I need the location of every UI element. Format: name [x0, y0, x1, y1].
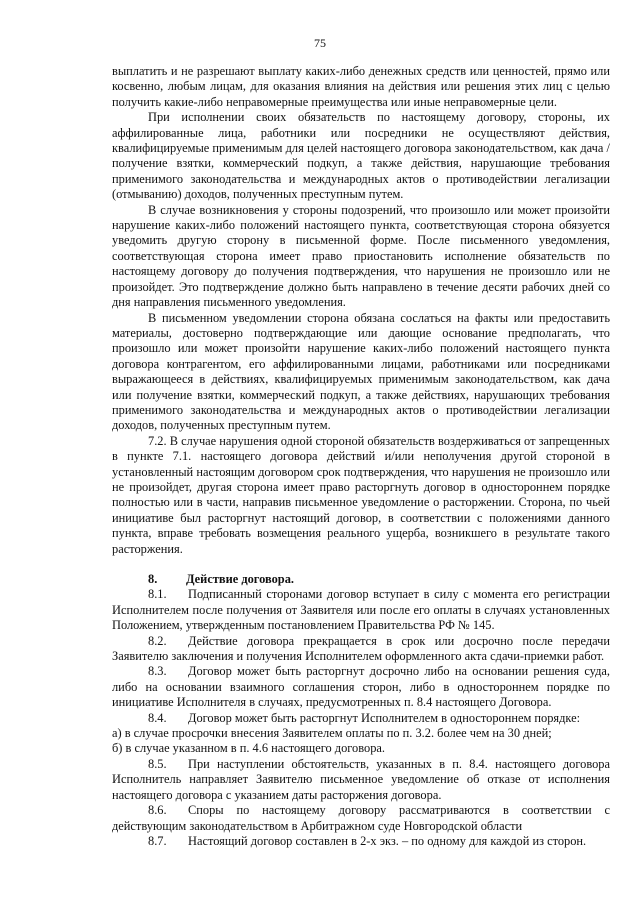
clause-8-5 — [112, 757, 610, 803]
clause-8-4-a: а) в случае просрочки внесения Заявителем оплаты по п. 3.2. более чем на 30 дней; — [112, 726, 552, 741]
paragraph-suspicion: В случае возникновения у стороны подозрений, что произошло или может произойти нарушение каких-либо положений настоящего пункта, соответствующая сторона обязуется уведомить другую сторону в письменной форме. После письменного уведомления, соответствующая сторона имеет право приостановить исполнение обязательств по настоящему договору до получения подтверждения, что нарушения не произошло или не произойдет. Это подтверждение должно быть направлено в течение десяти рабочих дней со дня направления письменного уведомления. — [112, 202, 610, 310]
clause-text: Настоящий договор составлен в 2-х экз. – по одному для каждой из сторон. — [188, 833, 587, 848]
clause-number: 8.1. — [148, 587, 167, 602]
page-number: 75 — [314, 36, 326, 50]
paragraph-continuation: выплатить и не разрешают выплату каких-либо денежных средств или ценностей, прямо или косвенно, любым лицам, для оказания влияния на действия или решения этих лиц с целью получить какие-либо неправомерные преимущества или иные неправомерные цели. — [112, 64, 610, 109]
clause-text: Подписанный сторонами договор вступает в силу с момента его регистрации Исполнителем после получения от Заявителя или после его оплаты в случаях установленных Положением, утвержденным постановлением Правительства РФ № 145. — [112, 587, 610, 633]
clause-text: При наступлении обстоятельств, указанных в п. 8.4. настоящего договора Исполнитель направляет Заявителю письменное уведомление об отказе от исполнения настоящего договора с указанием даты расторжения договора. — [112, 756, 610, 802]
clause-number: 8.5. — [148, 756, 167, 771]
clause-8-4 — [112, 711, 610, 726]
clause-8-1 — [112, 587, 610, 633]
clause-number: 8.7. — [148, 833, 167, 848]
section-8-title: Действие договора. — [186, 572, 294, 586]
clause-text: Договор может быть расторгнут досрочно либо на основании решения суда, либо на основании взаимного соглашения сторон, либо в одностороннем порядке по инициативе Исполнителя в случаях, предусмотренных п. 8.4 настоящего Договора. — [112, 664, 610, 710]
paragraph-obligations: При исполнении своих обязательств по настоящему договору, стороны, их аффилированные лица, работники или посредники не осуществляют действия, квалифицируемые применимым для целей настоящего договора законодательством, как дача / получение взятки, коммерческий подкуп, а также действия, нарушающие требования применимого законодательства и международных актов о противодействии легализации (отмыванию) доходов, полученных преступным путем. — [112, 110, 610, 202]
clause-8-4-b: б) в случае указанном в п. 4.6 настоящего договора. — [112, 741, 385, 756]
clause-8-3 — [112, 664, 610, 710]
clause-number: 8.2. — [148, 633, 167, 648]
section-8-number: 8. — [148, 572, 158, 586]
clause-text: Действие договора прекращается в срок или досрочно после передачи Заявителю заключения и получения Исполнителем оформленного акта сдачи-приемки работ. — [112, 633, 610, 664]
clause-8-6 — [112, 803, 610, 834]
clause-number: 8.6. — [148, 803, 167, 818]
clause-text: Договор может быть расторгнут Исполнителем в одностороннем порядке: — [188, 710, 581, 725]
clause-8-7 — [112, 834, 610, 849]
clause-number: 8.3. — [148, 664, 167, 679]
section-8-heading — [112, 572, 610, 587]
clause-8-2 — [112, 634, 610, 665]
paragraph-notice: В письменном уведомлении сторона обязана сослаться на факты или предоставить материалы, достоверно подтверждающие или дающие основание предполагать, что произошло или может произойти нарушение каких-либо положений настоящего пункта договора контрагентом, его аффилированными лицами, работниками или посредниками выражающееся в действиях, квалифицируемых применимым законодательством, как дача или получение взятки, коммерческий подкуп, а также действиях, нарушающих требования применимого законодательства и международных актов о противодействии легализации доходов, полученных преступным путем. — [112, 310, 610, 433]
clause-text: Споры по настоящему договору рассматриваются в соответствии с действующим законодательством в Арбитражном суде Новгородской области — [112, 803, 610, 833]
paragraph-7-2: 7.2. В случае нарушения одной стороной обязательств воздерживаться от запрещенных в пункте 7.1. настоящего договора действий и/или неполучения другой стороной в установленный настоящим договором срок подтверждения, что нарушения не произошло или не произойдет, другая сторона имеет право расторгнуть договор в одностороннем порядке полностью или в части, направив письменное уведомление о расторжении. Сторона, по чьей инициативе был расторгнут настоящий договор, в соответствии с положениями данного пункта, вправе требовать возмещения реального ущерба, возникшего в результате такого расторжения. — [112, 433, 610, 556]
document-body — [112, 64, 610, 849]
clause-number: 8.4. — [148, 710, 167, 725]
